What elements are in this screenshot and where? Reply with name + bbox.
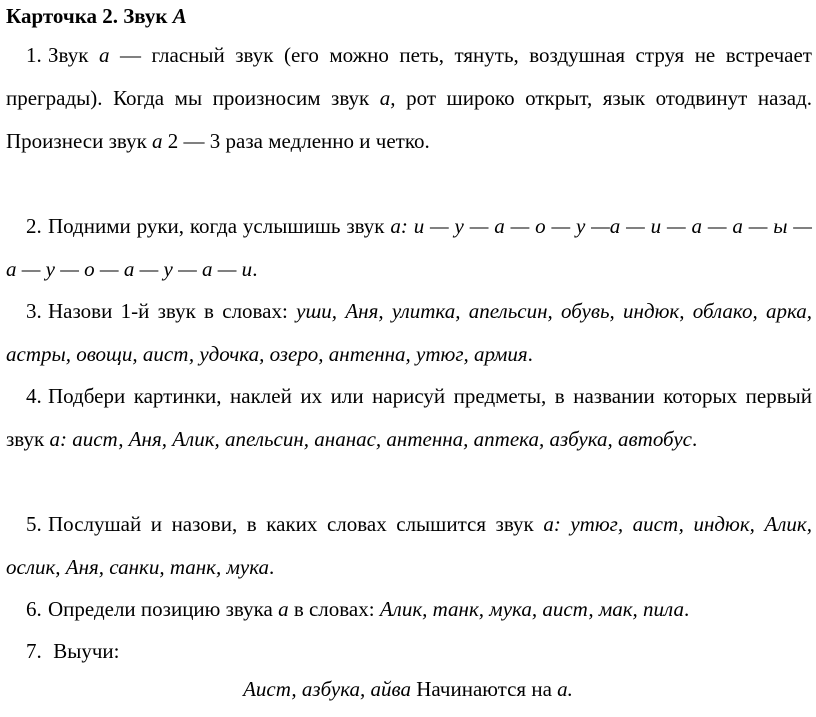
task-1: 1. Звук а — гласный звук (его можно петь, тянуть, воздушная струя не встречает преграды). Когда мы произносим звук а, рот широко открыт, язык отодвинут назад. Произнеси звук а 2 — 3 раза медленно и четко. bbox=[6, 34, 812, 163]
title-letter: А bbox=[172, 4, 187, 28]
task-4: 4. Подбери картинки, наклей их или нарисуй предметы, в названии которых первый звук а: аист, Аня, Алик, апельсин, ананас, антенна, аптека, азбука, автобус. bbox=[6, 375, 812, 461]
task-2: 2. Подними руки, когда услышишь звук а: и — у — а — о — у —а — и — а — а — ы — а — у — о — а — у — а — и. bbox=[6, 205, 812, 291]
task-number: 7. bbox=[26, 639, 42, 663]
card-title: Карточка 2. Звук А bbox=[6, 4, 187, 28]
task-3: 3. Назови 1-й звук в словах: уши, Аня, улитка, апельсин, обувь, индюк, облако, арка, астры, овощи, аист, удочка, озеро, антенна, утюг, армия. bbox=[6, 290, 812, 376]
task-number: 4. bbox=[26, 384, 42, 408]
task-number: 2. bbox=[26, 214, 42, 238]
task-number: 5. bbox=[26, 512, 42, 536]
task-number: 3. bbox=[26, 299, 42, 323]
task-7: 7. Выучи: bbox=[6, 630, 812, 673]
task-6: 6. Определи позицию звука а в словах: Алик, танк, мука, аист, мак, пила. bbox=[6, 588, 812, 631]
task-5: 5. Послушай и назови, в каких словах слышится звук а: утюг, аист, индюк, Алик, ослик, Аня, санки, танк, мука. bbox=[6, 503, 812, 589]
task-number: 1. bbox=[26, 43, 42, 67]
task-number: 6. bbox=[26, 597, 42, 621]
rhyme-line: Аист, азбука, айва Начинаются на а. bbox=[243, 677, 573, 701]
